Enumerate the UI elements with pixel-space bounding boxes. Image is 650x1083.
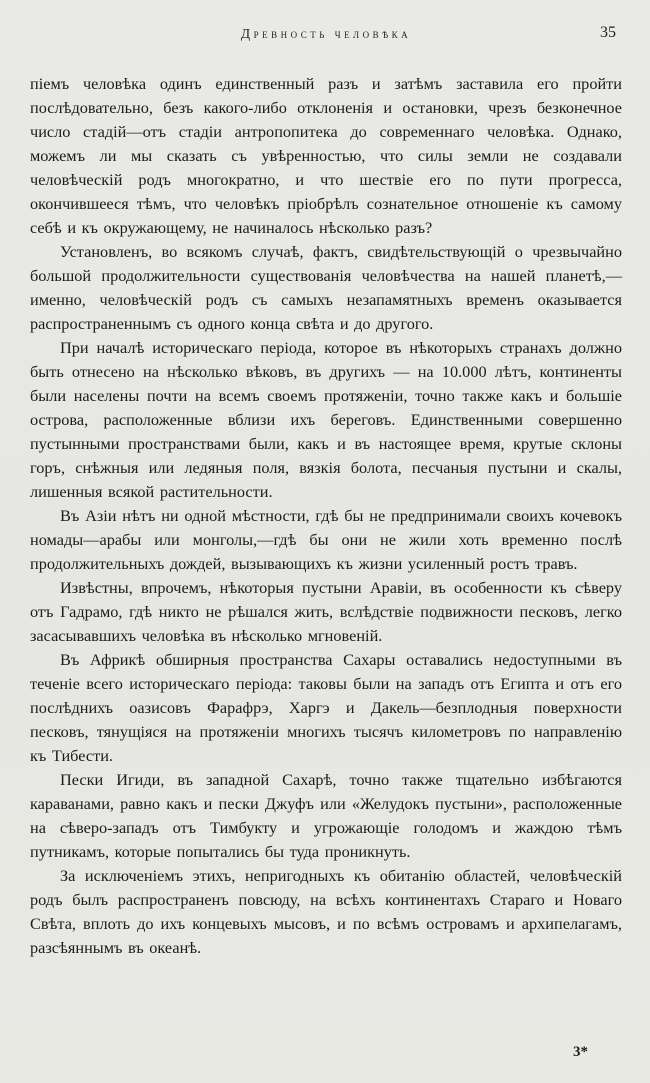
- paragraph: Въ Африкѣ обширныя пространства Сахары оставались недоступными въ теченіе всего историческаго періода: таковы были на западъ отъ Египта и отъ его послѣднихъ оазисовъ Фарафрэ, Харгэ и Дакель—безплодныя поверхности песковъ, тянущіяся на протяженіи многихъ тысячъ километровъ по направленію къ Тибести.: [30, 650, 622, 765]
- paragraph: Въ Азіи нѣтъ ни одной мѣстности, гдѣ бы не предпринимали своихъ кочевокъ номады—арабы или монголы,—гдѣ бы они не жили хоть временно послѣ продолжительныхъ дождей, вызывающихъ къ жизни усиленный ростъ травъ.: [30, 506, 622, 573]
- page-body: [30, 72, 622, 960]
- running-title: Древность человѣка: [240, 26, 412, 41]
- paragraph: За исключеніемъ этихъ, непригодныхъ къ обитанію областей, человѣческій родъ былъ распространенъ повсюду, на всѣхъ континентахъ Стараго и Новаго Свѣта, вплоть до ихъ концевыхъ мысовъ, и по всѣмъ островамъ и архипелагамъ, разсѣяннымъ въ океанѣ.: [30, 866, 622, 957]
- paragraph: Пески Игиди, въ западной Сахарѣ, точно также тщательно избѣгаются караванами, равно какъ и пески Джуфъ или «Желудокъ пустыни», расположенные на сѣверо-западъ отъ Тимбукту и угрожающіе голодомъ и жаждою тѣмъ путникамъ, которые попытались бы туда проникнуть.: [30, 770, 622, 861]
- paragraph: При началѣ историческаго періода, которое въ нѣкоторыхъ странахъ должно быть отнесено на нѣсколько вѣковъ, въ другихъ — на 10.000 лѣтъ, континенты были населены почти на всемъ своемъ протяженіи, точно также какъ и большіе острова, расположенные вблизи ихъ береговъ. Единственными совершенно пустынными пространствами были, какъ и въ настоящее время, крутые склоны горъ, снѣжныя или ледяныя поля, вязкія болота, песчаныя пустыни и скалы, лишенныя всякой растительности.: [30, 338, 622, 501]
- paragraph: Извѣстны, впрочемъ, нѣкоторыя пустыни Аравіи, въ особенности къ сѣверу отъ Гадрамо, гдѣ никто не рѣшался жить, вслѣдствіе подвижности песковъ, легко засасывавшихъ человѣка въ нѣсколько мгновеній.: [30, 578, 622, 645]
- paragraph: Установленъ, во всякомъ случаѣ, фактъ, свидѣтельствующій о чрезвычайно большой продолжительности существованія человѣчества на нашей планетѣ,—именно, человѣческій родъ съ самыхъ незапамятныхъ временъ оказывается распространеннымъ съ одного конца свѣта и до другого.: [30, 242, 622, 333]
- signature-mark: 3*: [573, 1044, 588, 1060]
- paragraph: піемъ человѣка одинъ единственный разъ и затѣмъ заставила его пройти послѣдовательно, безъ какого-либо отклоненія и остановки, чрезъ безконечное число стадій—отъ стадіи антропопитека до современнаго человѣка. Однако, можемъ ли мы сказать съ увѣренностью, что силы земли не создавали человѣческій родъ многократно, и что шествіе его по пути прогресса, окончившееся тѣмъ, что человѣкъ пріобрѣлъ сознательное отношеніе къ самому себѣ и къ окружающему, не начиналось нѣсколько разъ?: [30, 74, 622, 237]
- page-header: [30, 26, 622, 48]
- page-number: 35: [600, 24, 616, 41]
